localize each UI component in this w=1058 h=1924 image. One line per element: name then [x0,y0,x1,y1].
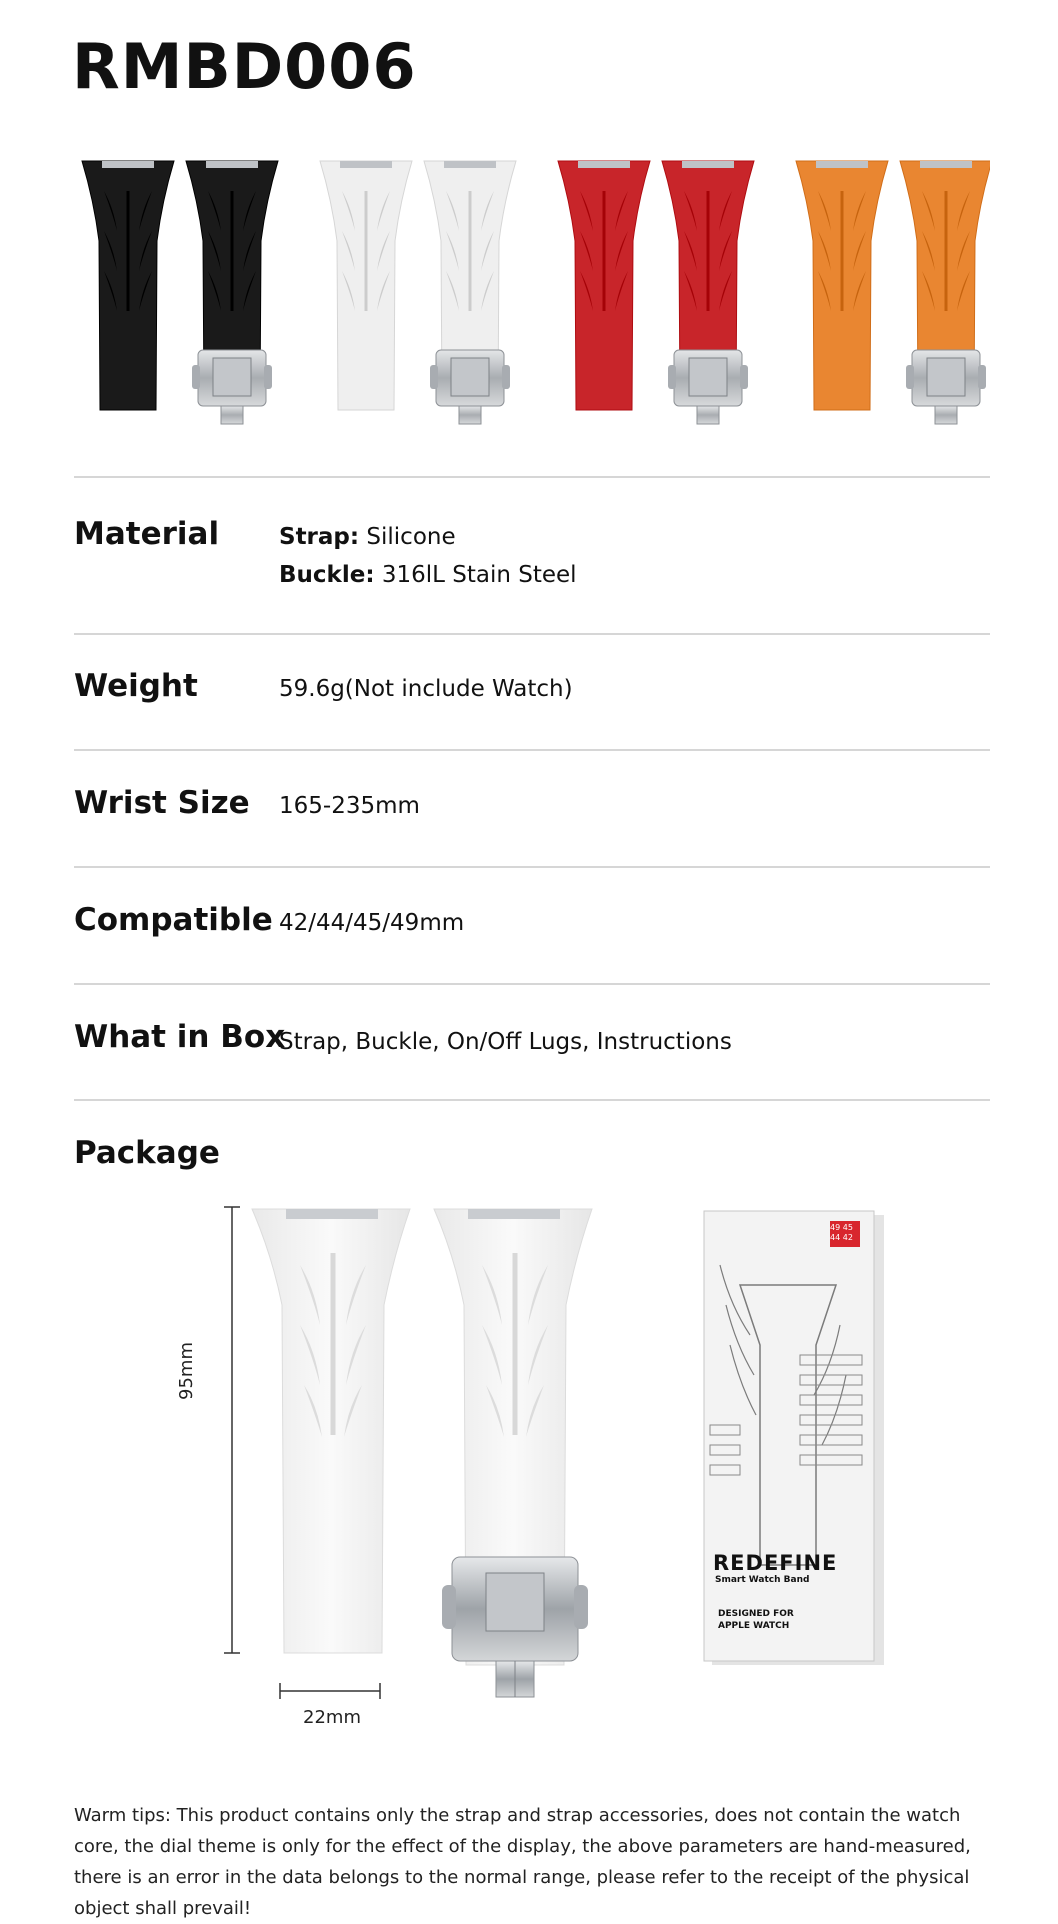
box-size-label-bottom: 44 42 [830,1233,853,1242]
spec-wrist-size [74,785,990,835]
width-dimension-label: 22mm [303,1707,361,1728]
spec-value-weight: 59.6g(Not include Watch) [279,676,573,702]
divider [74,866,990,868]
buckle-key: Buckle: [279,562,375,588]
height-dimension-label: 95mm [176,1342,197,1400]
divider [74,476,990,478]
box-subtitle: Smart Watch Band [715,1575,810,1585]
buckle-icon [668,350,748,424]
spec-in-box [74,1019,990,1069]
color-variants [70,155,990,440]
strap-variant-2-plain [320,161,412,410]
strap-variant-3-buckle [662,161,754,424]
height-dimension [224,1207,240,1653]
strap-value: Silicone [359,524,456,550]
white-strap-plain [252,1209,410,1653]
strap-key: Strap: [279,524,360,550]
divider [74,1099,990,1101]
strap-variant-1-buckle [186,161,278,424]
retail-box [704,1211,884,1665]
divider [74,749,990,751]
box-designed-line2: APPLE WATCH [718,1621,790,1631]
divider [74,983,990,985]
strap-variant-4-plain [796,161,888,410]
box-size-label-top: 49 45 [830,1223,853,1232]
strap-variant-2-buckle [424,161,516,424]
spec-label-weight: Weight [74,668,198,704]
spec-weight [74,668,990,718]
package-title: Package [74,1135,220,1171]
divider [74,633,990,635]
box-brand: REDEFINE [713,1551,838,1575]
spec-label-in-box: What in Box [74,1019,286,1055]
strap-variant-4-buckle [900,161,990,424]
spec-compatible [74,902,990,952]
strap-variant-3-plain [558,161,650,410]
buckle-icon [442,1557,588,1697]
buckle-icon [430,350,510,424]
spec-label-compatible: Compatible [74,902,273,938]
white-strap-buckle [434,1209,592,1697]
product-title: RMBD006 [72,30,417,103]
box-designed-line1: DESIGNED FOR [718,1609,794,1619]
spec-value-in-box: Strap, Buckle, On/Off Lugs, Instructions [279,1029,732,1055]
buckle-value: 316lL Stain Steel [374,562,577,588]
spec-value-material [279,518,577,594]
strap-variant-1-plain [82,161,174,410]
spec-value-wrist-size: 165-235mm [279,793,420,819]
width-dimension [280,1683,380,1699]
warm-tips: Warm tips: This product contains only the strap and strap accessories, does not contain the watch core, the dial theme is only for the effect of the display, the above parameters are hand-measured, there is an error in the data belongs to the normal range, please refer to the receipt of the physical object shall prevail! [74,1805,971,1919]
buckle-icon [906,350,986,424]
buckle-icon [192,350,272,424]
spec-label-wrist-size: Wrist Size [74,785,250,821]
spec-value-compatible: 42/44/45/49mm [279,910,465,936]
spec-material [74,510,990,610]
spec-label-material: Material [74,516,220,552]
package-illustration [180,1195,920,1735]
